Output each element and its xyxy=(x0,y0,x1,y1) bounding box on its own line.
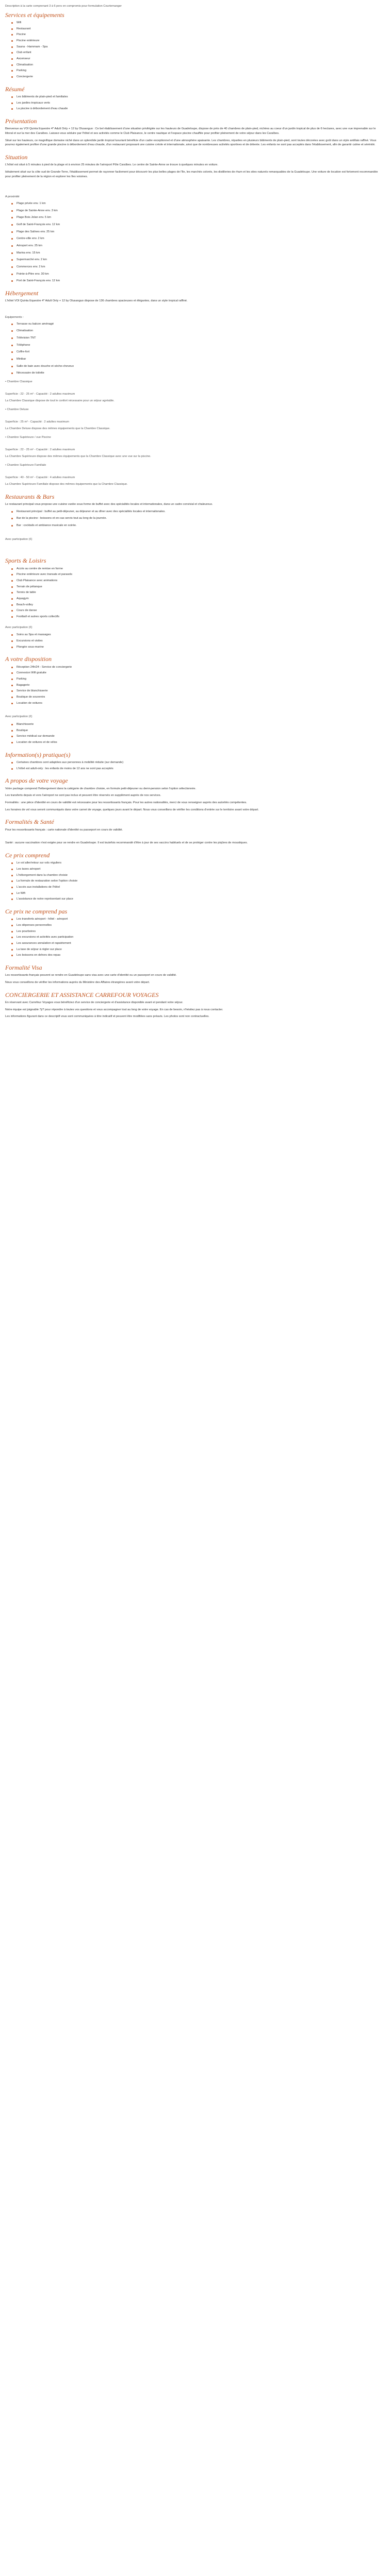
presentation-paragraph: Bienvenue au VOI Quinta Equestre 4* Adult Only + 12 by Olusanguo : Ce bel établissement d'une situation privilégiée sur les hauteurs de Guadeloupe, dispose de près de 40 chambres de plain-pied, nichées au coeur d'un jardin tropical de plus de 6 hectares, avec une vue imprenable sur le littoral et sur la mer des Caraïbes. Laissez-vous séduire par l'hôtel et ses activités comme le Club Plaisance, le centre nautique et l'espace piscine chauffée pour profiter pleinement de votre séjour dans les Caraïbes. xyxy=(5,127,376,135)
conciergerie-paragraph: En réservant avec Carrefour Voyages vous bénéficiez d'un service de conciergerie et d'assistance disponible avant et pendant votre séjour. xyxy=(5,1001,183,1005)
list-item: Service médical sur demande xyxy=(11,734,380,739)
header-line: Description à la carte comprenant 3 à 6 pers en compromis pour formulation Courtemanger xyxy=(5,5,122,8)
list-item: Les bâtiments de plain-pied et familiales xyxy=(11,95,380,99)
list-item: Accès au centre de remise en forme xyxy=(11,567,380,571)
list-item: Minibar xyxy=(11,357,380,362)
list-item: Les pourboires xyxy=(11,929,380,934)
services-list xyxy=(11,21,380,79)
list-item: Club Plaisance avec animations xyxy=(11,579,380,583)
presentation-title: Présentation xyxy=(5,117,37,125)
restaurants-list xyxy=(11,510,380,528)
restaurants-note: Avec participation (€) xyxy=(5,537,32,541)
list-item: Climatisation xyxy=(11,63,380,67)
conciergerie-title: CONCIERGERIE ET ASSISTANCE CARREFOUR VOYAGES xyxy=(5,991,159,998)
list-item: Salle de bain avec douche et sèche-cheveux xyxy=(11,364,380,369)
list-item: Aquagym xyxy=(11,597,380,601)
proximity-title: A proximité xyxy=(5,195,20,199)
room-name: • Chambre Classique xyxy=(5,380,32,383)
room-block xyxy=(5,408,380,431)
list-item: Club enfant xyxy=(11,50,380,55)
list-item: Restaurant principal : buffet au petit-déjeuner, au déjeuner et au dîner avec des spécialités locales et internationales. xyxy=(11,510,380,514)
voyage-paragraph: Formalités : une pièce d'identité en cours de validité est nécessaire pour les ressortissants français. Pour les autres nationalités, merci de vous renseigner auprès des autorités compétentes. xyxy=(5,801,247,804)
list-item: Plage Bois Jolan env. 5 km xyxy=(11,215,380,220)
list-item: Terrasse ou balcon aménagé xyxy=(11,322,380,327)
list-item: Les taxes aéroport xyxy=(11,867,380,872)
hebergement-intro: L'hôtel VOI Quinta Equestre 4* Adult Only + 12 by Olusanguo dispose de 136 chambres spacieuses et élégantes, dans un style tropical raffiné. xyxy=(5,299,188,303)
list-item: Connexion Wifi gratuite xyxy=(11,671,380,675)
list-item: Beach-volley xyxy=(11,603,380,607)
list-item: Les assurances annulation et rapatriement xyxy=(11,941,380,946)
list-item: Port de Saint-François env. 12 km xyxy=(11,279,380,283)
restaurants-title: Restaurants & Bars xyxy=(5,493,55,500)
sports-paid-list xyxy=(11,633,380,649)
formalites-title: Formalités & Santé xyxy=(5,818,54,826)
list-item: Football et autres sports collectifs xyxy=(11,615,380,619)
list-item: Bar : cocktails et ambiance musicale en soirée. xyxy=(11,523,380,528)
list-item: Nécessaire de toilette xyxy=(11,371,380,376)
situation-paragraph: L'hôtel est situé à 5 minutes à pied de la plage et à environ 25 minutes de l'aéroport Pôle Caraïbes. Le centre de Sainte-Anne se trouve à quelques minutes en voiture. xyxy=(5,163,218,167)
list-item: Les boissons en dehors des repas xyxy=(11,953,380,958)
situation-title: Situation xyxy=(5,153,28,161)
room-meta: Superficie : 22 - 25 m² - Capacité : 2 adultes maximum xyxy=(5,448,75,452)
room-name: • Chambre Supérieure Familiale xyxy=(5,463,46,467)
sports-title: Sports & Loisirs xyxy=(5,557,46,565)
restaurants-intro: Le restaurant principal vous propose une cuisine variée sous forme de buffet avec des spécialités locales et internationales, dans un cadre convivial et chaleureux. xyxy=(5,503,213,506)
list-item: Pointe-à-Pitre env. 30 km xyxy=(11,272,380,277)
list-item: Les dépenses personnelles xyxy=(11,923,380,928)
visa-paragraph: Nous vous conseillons de vérifier les informations auprès du Ministère des Affaires étrangères avant votre départ. xyxy=(5,981,150,984)
list-item: L'hébergement dans la chambre choisie xyxy=(11,873,380,878)
voyage-title: A propos de votre voyage xyxy=(5,777,68,785)
list-item: Marina env. 15 km xyxy=(11,251,380,256)
list-item: Parking xyxy=(11,69,380,73)
list-item: Location de voitures et de vélos xyxy=(11,740,380,745)
list-item: Piscine extérieure avec transats et parasols xyxy=(11,572,380,577)
list-item: Réception 24h/24 - Service de conciergerie xyxy=(11,665,380,670)
info-title: Information(s) pratique(s) xyxy=(5,751,71,758)
list-item: Terrain de pétanque xyxy=(11,585,380,589)
conciergerie-paragraph: Notre équipe est joignable 7j/7 pour répondre à toutes vos questions et vous accompagner tout au long de votre voyage. En cas de besoin, n'hésitez pas à nous contacter. xyxy=(5,1008,223,1011)
list-item: Conciergerie xyxy=(11,75,380,79)
services-title: Services et équipements xyxy=(5,11,64,19)
room-name: • Chambre Supérieure / vue Piscine xyxy=(5,435,51,439)
list-item: Le Wifi xyxy=(11,891,380,896)
list-item: Tennis de table xyxy=(11,590,380,595)
resume-list xyxy=(11,95,380,111)
voyage-paragraph: Votre package comprend l'hébergement dans la catégorie de chambre choisie, en formule petit-déjeuner ou demi-pension selon l'option sélectionnée. xyxy=(5,787,196,790)
list-item: La formule de restauration selon l'option choisie xyxy=(11,879,380,884)
formalites-paragraph: Pour les ressortissants français : carte nationale d'identité ou passeport en cours de validité. xyxy=(5,828,123,832)
excluded-title: Ce prix ne comprend pas xyxy=(5,907,68,915)
list-item: Plage de Sainte-Anne env. 3 km xyxy=(11,209,380,213)
room-block xyxy=(5,463,380,487)
excluded-list xyxy=(11,917,380,958)
list-item: Sauna - Hammam - Spa xyxy=(11,45,380,49)
list-item: Golf de Saint-François env. 12 km xyxy=(11,223,380,227)
visa-title: Formalité Visa xyxy=(5,963,42,971)
list-item: Piscine extérieure xyxy=(11,39,380,43)
list-item: Cours de danse xyxy=(11,608,380,613)
list-item: Commerces env. 2 km xyxy=(11,265,380,269)
room-block xyxy=(5,380,380,403)
room-desc: La Chambre Classique dispose de tout le confort nécessaire pour un séjour agréable. xyxy=(5,399,115,403)
proximity-list xyxy=(11,201,380,283)
list-item: Centre-ville env. 2 km xyxy=(11,236,380,241)
list-item: Plage privée env. 1 km xyxy=(11,201,380,206)
list-item: Le vol aller/retour sur vols réguliers xyxy=(11,861,380,866)
list-item: Certaines chambres sont adaptées aux personnes à mobilité réduite (sur demande) xyxy=(11,760,380,765)
list-item: Bar de la piscine : boissons et en-cas servis tout au long de la journée. xyxy=(11,516,380,521)
list-item: Climatisation xyxy=(11,329,380,333)
list-item: Téléphone xyxy=(11,343,380,348)
voyage-paragraph: Les horaires de vol vous seront communiqués dans votre carnet de voyage, quelques jours avant le départ. Nous vous conseillons de vérifier les conditions d'entrée sur le territoire avant votre départ. xyxy=(5,808,259,811)
list-item: Boutique de souvenirs xyxy=(11,695,380,700)
list-item: Location de voitures xyxy=(11,701,380,706)
disposition-title: A votre disposition xyxy=(5,655,52,663)
room-meta: Superficie : 22 - 25 m² - Capacité : 2 adultes maximum xyxy=(5,393,75,396)
voyage-paragraph: Les transferts depuis et vers l'aéroport ne sont pas inclus et peuvent être réservés en supplément auprès de nos services. xyxy=(5,794,161,798)
room-block xyxy=(5,435,380,459)
list-item: Restaurant xyxy=(11,27,380,31)
info-list xyxy=(11,760,380,771)
list-item: L'assistance de notre représentant sur place xyxy=(11,897,380,902)
room-desc: La Chambre Deluxe dispose des mêmes équipements que la Chambre Classique. xyxy=(5,427,110,431)
list-item: La taxe de séjour à régler sur place xyxy=(11,947,380,952)
list-item: Wifi xyxy=(11,21,380,25)
included-title: Ce prix comprend xyxy=(5,851,50,859)
visa-paragraph: Les ressortissants français peuvent se rendre en Guadeloupe sans visa avec une carte d'identité ou un passeport en cours de validité. xyxy=(5,974,177,977)
sports-note: Avec participation (€) xyxy=(5,625,32,629)
list-item: Parking xyxy=(11,677,380,682)
sports-list xyxy=(11,567,380,619)
included-list xyxy=(11,861,380,902)
list-item: Blanchisserie xyxy=(11,722,380,727)
list-item: L'accès aux installations de l'hôtel xyxy=(11,885,380,890)
room-meta: Superficie : 25 m² - Capacité : 2 adultes maximum xyxy=(5,420,70,424)
list-item: Ascenseur xyxy=(11,57,380,61)
list-item: Télévision TNT xyxy=(11,336,380,341)
list-item: Aéroport env. 25 km xyxy=(11,244,380,248)
list-item: Soins au Spa et massages xyxy=(11,633,380,637)
list-item: Service de blanchisserie xyxy=(11,689,380,693)
list-item: Plongée sous-marine xyxy=(11,645,380,650)
conciergerie-paragraph: Les informations figurant dans ce descriptif vous sont communiquées à titre indicatif et peuvent être modifiées sans préavis. Les photos sont non contractuelles. xyxy=(5,1015,209,1019)
list-item: Les transferts aéroport - hôtel - aéroport xyxy=(11,917,380,922)
list-item: Boutique xyxy=(11,728,380,733)
list-item: La piscine à débordement d'eau chaude xyxy=(11,107,380,111)
situation-paragraph: Idéalement situé sur la côte sud de Grande-Terre, l'établissement permet de rayonner facilement pour découvrir les plus belles plages de l'île, les marchés colorés, les distilleries de rhum et les sites naturels remarquables de la Guadeloupe. Une voiture de location est fortement recommandée pour profiter pleinement de la région et explorer les îles voisines. xyxy=(5,171,378,178)
list-item: Piscine xyxy=(11,32,380,37)
equipment-list xyxy=(11,322,380,376)
list-item: Les jardins tropicaux verts xyxy=(11,101,380,106)
list-item: Supermarché env. 2 km xyxy=(11,258,380,262)
resume-title: Résumé xyxy=(5,85,25,93)
disposition-note: Avec participation (€) xyxy=(5,715,32,719)
list-item: Bagagerie xyxy=(11,683,380,688)
hebergement-title: Hébergement xyxy=(5,289,39,297)
list-item: L'hôtel est adult-only : les enfants de moins de 12 ans ne sont pas acceptés xyxy=(11,767,380,771)
list-item: Coffre-fort xyxy=(11,350,380,354)
room-name: • Chambre Deluxe xyxy=(5,408,29,411)
formalites-paragraph: Santé : aucune vaccination n'est exigée pour se rendre en Guadeloupe. Il est toutefois recommandé d'être à jour de ses vaccins habituels et de se protéger contre les piqûres de moustiques. xyxy=(5,841,248,845)
presentation-paragraph: Situé sur les hauteurs, ce magnifique domaine niché dans un splendide jardin tropical luxuriant bénéficie d'un cadre exceptionnel et d'une atmosphère apaisante. Les chambres, réparties en plusieurs bâtiments de plain-pied, sont toutes décorées avec goût dans un style antillais raffiné. Vous pourrez également profiter d'une grande piscine à débordement d'eau chaude, d'un restaurant proposant une cuisine créole et internationale, ainsi que de nombreuses activités sportives et de détente. Les enfants ne sont pas acceptés dans l'établissement, afin de garantir calme et sérénité. xyxy=(5,139,377,147)
room-desc: La Chambre Supérieure dispose des mêmes équipements que la Chambre Classique avec une vue sur la piscine. xyxy=(5,455,151,459)
disposition-list xyxy=(11,665,380,706)
list-item: Plage des Salines env. 25 km xyxy=(11,230,380,234)
disposition-paid-list xyxy=(11,722,380,745)
list-item: Excursions et visites xyxy=(11,639,380,643)
list-item: Les excursions et activités avec participation xyxy=(11,935,380,940)
room-meta: Superficie : 40 - 50 m² - Capacité : 4 adultes maximum xyxy=(5,476,75,480)
room-desc: La Chambre Supérieure Familiale dispose des mêmes équipements que la Chambre Classique. xyxy=(5,483,128,486)
equipment-label: Equipements : xyxy=(5,315,24,319)
